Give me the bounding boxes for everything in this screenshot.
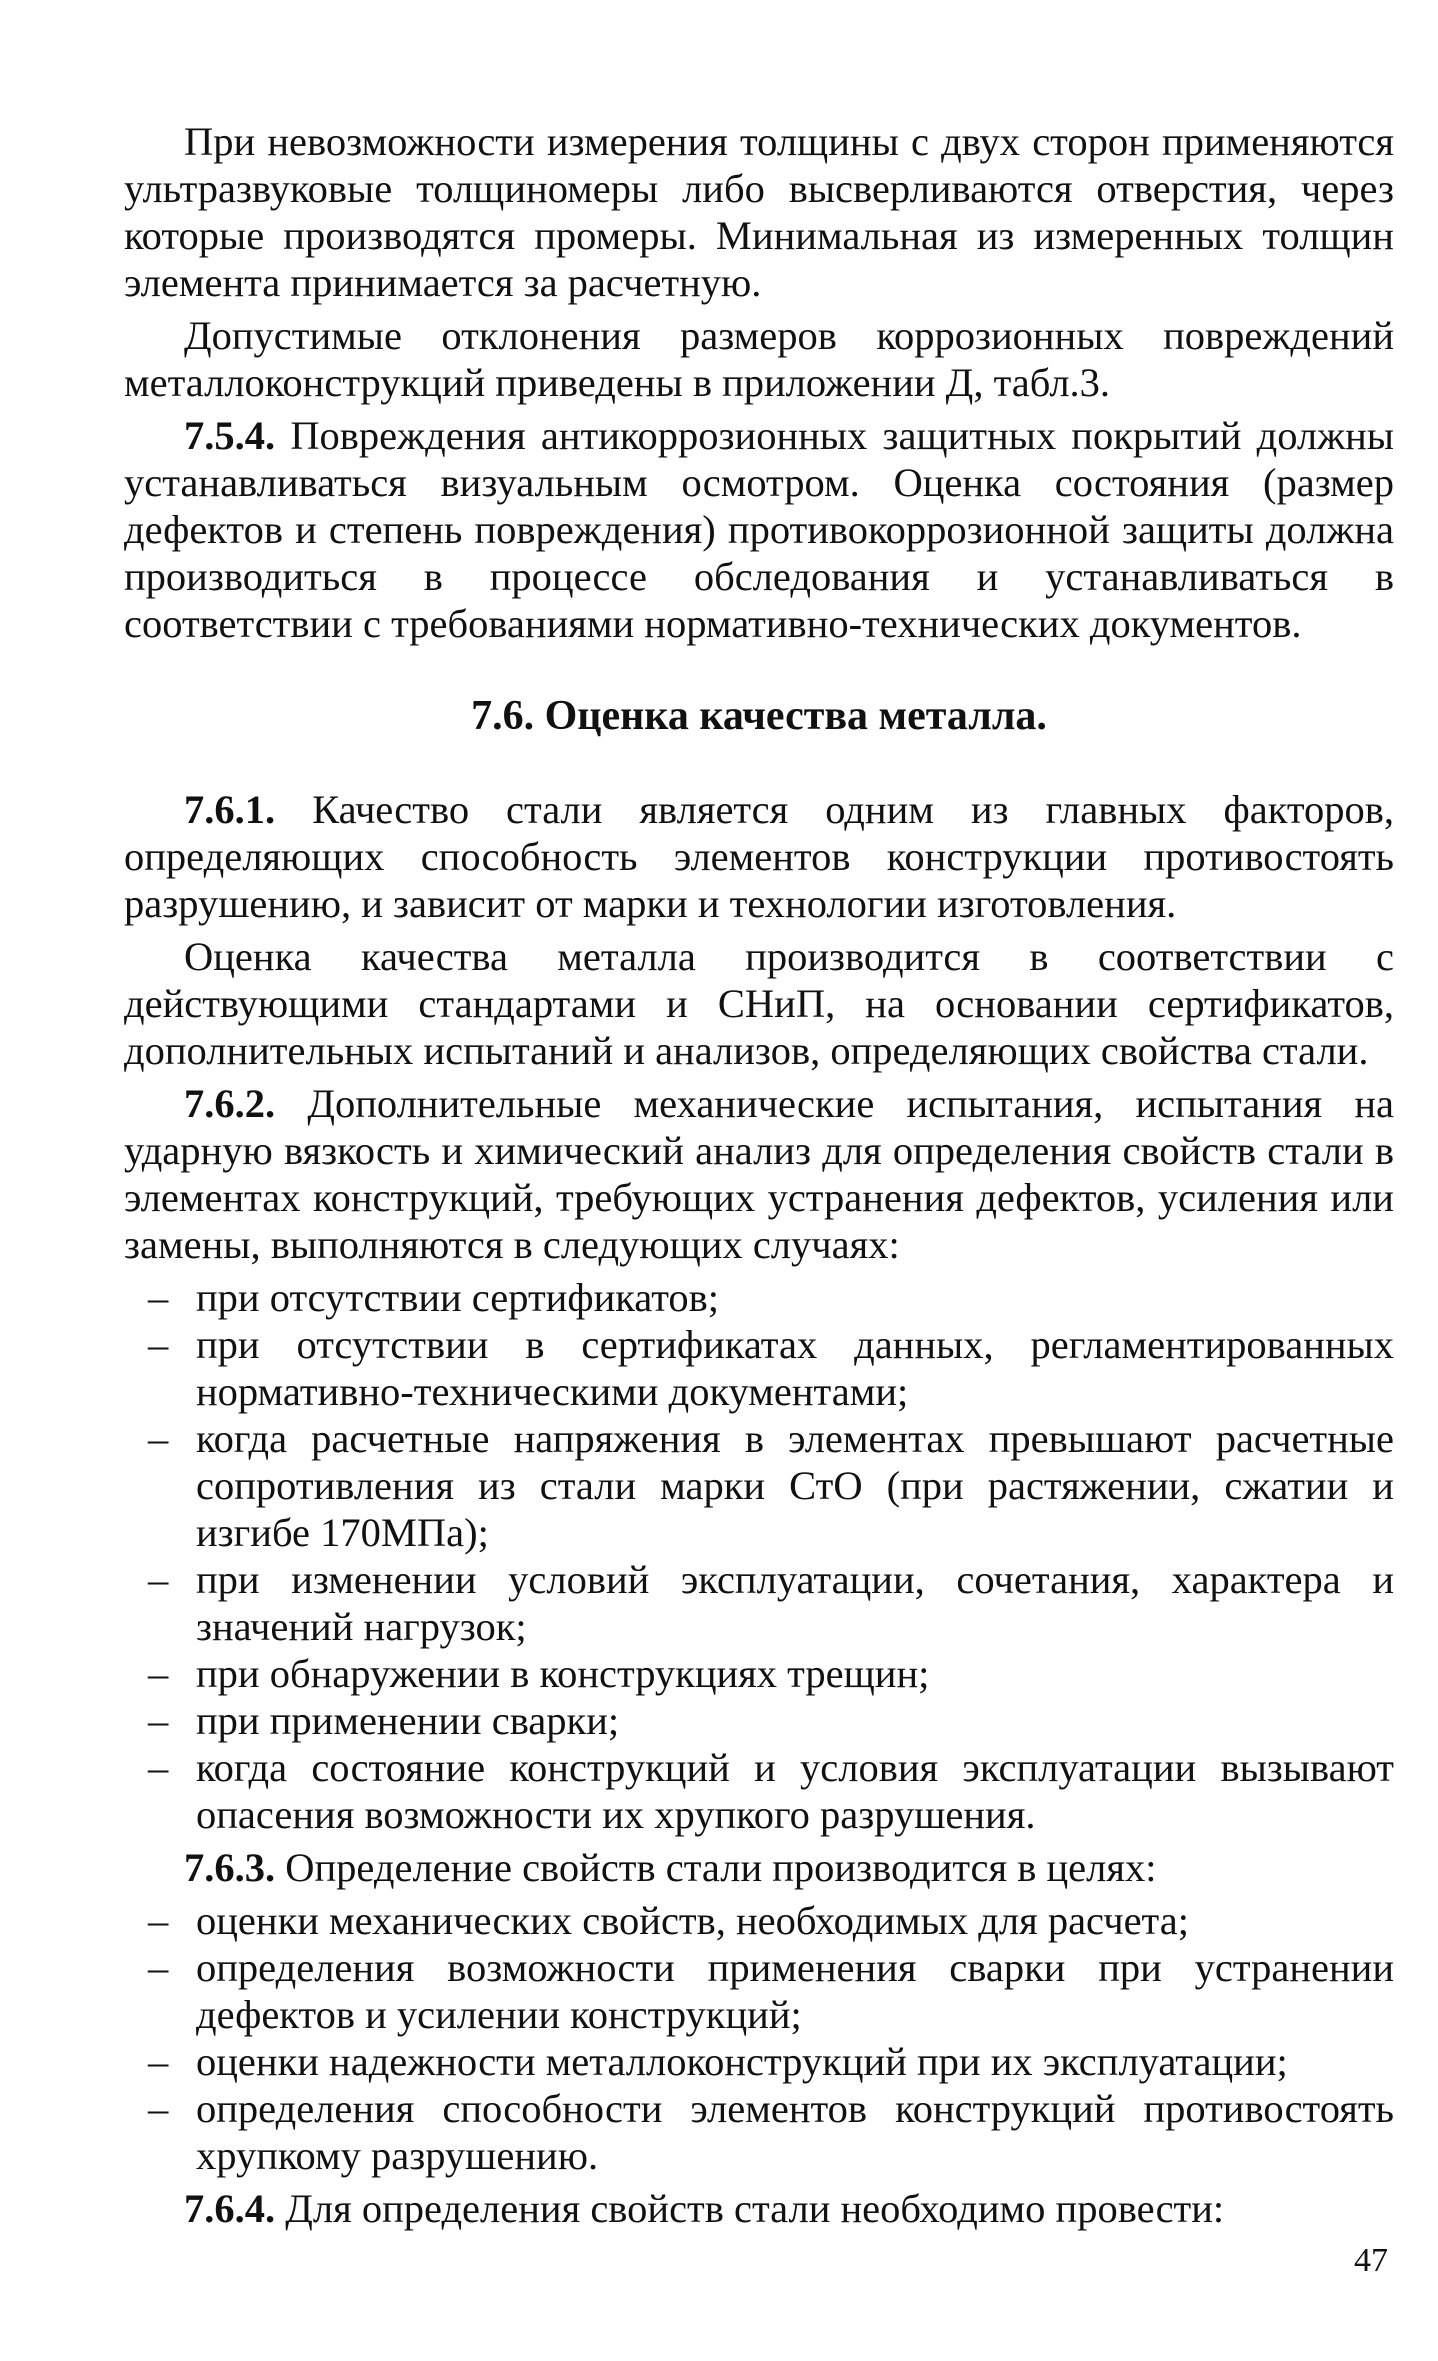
- list-item: – когда расчетные напряжения в элементах превышают расчетные сопротивления из стали марки СтО (при растяжении, сжатии и изгибе 170МПа);: [124, 1415, 1394, 1556]
- clause-text: Определение свойств стали производится в целях:: [285, 1845, 1157, 1890]
- paragraph-7-6-1: [124, 786, 1394, 927]
- paragraph-thickness-measurement: При невозможности измерения толщины с двух сторон применяются ультразвуковые толщиномеры либо высверливаются отверстия, через которые производятся промеры. Минимальная из измеренных толщин элемента принимается за расчетную.: [124, 119, 1394, 305]
- clause-number: 7.6.1.: [184, 787, 276, 832]
- list-item: – при отсутствии в сертификатах данных, регламентированных нормативно-техническими документами;: [124, 1321, 1394, 1415]
- list-item: – определения возможности применения сварки при устранении дефектов и усилении конструкций;: [124, 1944, 1394, 2038]
- clause-number: 7.6.3.: [184, 1845, 276, 1890]
- list-item: – оценки надежности металлоконструкций при их эксплуатации;: [124, 2038, 1394, 2085]
- list-item: – определения способности элементов конструкций противостоять хрупкому разрушению.: [124, 2085, 1394, 2179]
- list-item: – при обнаружении в конструкциях трещин;: [124, 1650, 1394, 1697]
- clause-text: Повреждения антикоррозионных защитных покрытий должны устанавливаться визуальным осмотром. Оценка состояния (размер дефектов и степень повреждения) противокоррозионной защиты должна производиться в процессе обследования и устанавливаться в соответствии с требованиями нормативно-технических документов.: [124, 413, 1394, 646]
- paragraph-quality-assessment: Оценка качества металла производится в соответствии с действующими стандартами и СНиП, на основании сертификатов, дополнительных испытаний и анализов, определяющих свойства стали.: [124, 934, 1394, 1073]
- paragraph-allowed-deviations: Допустимые отклонения размеров коррозионных повреждений металлоконструкций приведены в приложении Д, табл.3.: [124, 313, 1394, 405]
- list-item: – при отсутствии сертификатов;: [124, 1274, 1394, 1321]
- paragraph-7-5-4: [124, 412, 1394, 647]
- clause-text: Для определения свойств стали необходимо провести:: [285, 2186, 1225, 2231]
- page-number: 47: [1354, 2242, 1388, 2279]
- cases-list: [124, 1274, 1394, 1838]
- section-heading: 7.6. Оценка качества металла.: [471, 693, 1047, 739]
- document-page: [124, 118, 1394, 2238]
- purposes-list: [124, 1897, 1394, 2179]
- list-item: – оценки механических свойств, необходимых для расчета;: [124, 1897, 1394, 1944]
- list-item: – при изменении условий эксплуатации, сочетания, характера и значений нагрузок;: [124, 1556, 1394, 1650]
- list-item: – при применении сварки;: [124, 1697, 1394, 1744]
- clause-number: 7.5.4.: [184, 413, 276, 458]
- clause-text: Качество стали является одним из главных факторов, определяющих способность элементов конструкции противостоять разрушению, и зависит от марки и технологии изготовления.: [124, 787, 1394, 926]
- paragraph-7-6-2: [124, 1080, 1394, 1268]
- clause-number: 7.6.4.: [184, 2186, 276, 2231]
- clause-number: 7.6.2.: [184, 1081, 276, 1126]
- paragraph-7-6-4: [124, 2185, 1394, 2232]
- clause-text: Дополнительные механические испытания, испытания на ударную вязкость и химический анализ для определения свойств стали в элементах конструкций, требующих устранения дефектов, усиления или замены, выполняются в следующих случаях:: [124, 1081, 1394, 1267]
- list-item: – когда состояние конструкций и условия эксплуатации вызывают опасения возможности их хрупкого разрушения.: [124, 1744, 1394, 1838]
- paragraph-7-6-3: [124, 1844, 1394, 1891]
